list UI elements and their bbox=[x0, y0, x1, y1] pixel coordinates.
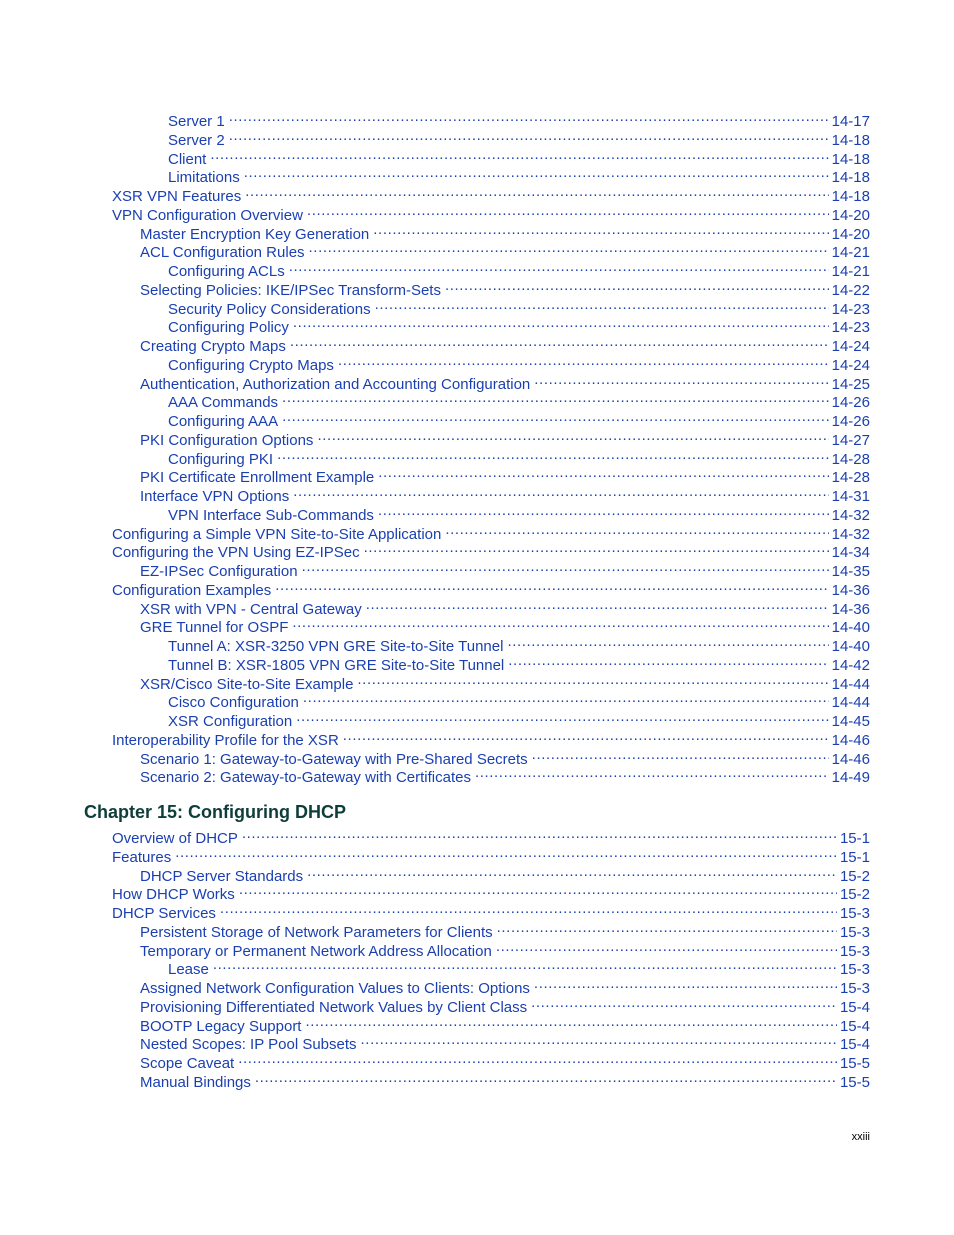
toc-entry-page: 14-23 bbox=[831, 300, 870, 318]
toc-entry-page: 14-24 bbox=[831, 338, 870, 355]
toc-entry-title: PKI Certificate Enrollment Example bbox=[140, 469, 375, 487]
toc-entry-title: Configuring AAA bbox=[168, 413, 279, 430]
toc-entry-page: 14-42 bbox=[831, 656, 870, 674]
dot-leader bbox=[282, 407, 829, 426]
dot-leader bbox=[296, 707, 828, 726]
toc-entry[interactable] bbox=[140, 937, 870, 960]
toc-entry-title: XSR with VPN - Central Gateway bbox=[140, 600, 362, 618]
toc-entry[interactable] bbox=[140, 918, 870, 941]
toc-entry-page: 14-46 bbox=[831, 750, 870, 768]
toc-entry[interactable] bbox=[168, 688, 870, 712]
toc-entry-page: 14-45 bbox=[831, 713, 870, 730]
toc-entry[interactable] bbox=[112, 843, 870, 866]
toc-entry-page: 15-3 bbox=[839, 942, 870, 960]
toc-entry-page: 14-27 bbox=[831, 431, 870, 449]
toc-entry[interactable] bbox=[140, 745, 870, 768]
toc-entry-page: 14-36 bbox=[831, 581, 870, 599]
toc-entry-title: PKI Configuration Options bbox=[140, 431, 314, 449]
dot-leader bbox=[338, 351, 829, 370]
toc-entry[interactable] bbox=[112, 726, 870, 749]
toc-entry-title: ACL Configuration Rules bbox=[140, 244, 305, 262]
toc-entry-page: 14-20 bbox=[831, 206, 870, 224]
toc-entry-page: 14-18 bbox=[831, 131, 870, 149]
dot-leader bbox=[229, 126, 829, 145]
toc-entry-title: Configuring PKI bbox=[168, 450, 274, 468]
toc-entry-title: Master Encryption Key Generation bbox=[140, 225, 370, 243]
toc-entry-page: 14-28 bbox=[831, 469, 870, 487]
dot-leader bbox=[343, 726, 829, 745]
toc-entry[interactable] bbox=[168, 163, 870, 187]
toc-entry-page: 14-21 bbox=[831, 263, 870, 280]
toc-entry-title: Tunnel B: XSR-1805 VPN GRE Site-to-Site Tunnel bbox=[168, 656, 505, 674]
dot-leader bbox=[445, 276, 829, 295]
toc-entry-title: Configuring a Simple VPN Site-to-Site Application bbox=[112, 525, 442, 543]
toc-entry[interactable] bbox=[112, 880, 870, 904]
toc-entry-title: Overview of DHCP bbox=[112, 830, 238, 847]
toc-entry-title: Security Policy Considerations bbox=[168, 300, 371, 318]
toc-entry-page: 14-44 bbox=[831, 694, 870, 712]
chapter-15-heading: Chapter 15: Configuring DHCP bbox=[84, 802, 347, 822]
dot-leader bbox=[305, 1012, 836, 1031]
toc-entry-title: Interoperability Profile for the XSR bbox=[112, 731, 339, 749]
toc-entry-title: Configuring ACLs bbox=[168, 263, 285, 280]
toc-entry-title: Tunnel A: XSR-3250 VPN GRE Site-to-Site Tunnel bbox=[168, 638, 504, 655]
toc-entry[interactable] bbox=[168, 407, 870, 430]
toc-entry-page: 15-2 bbox=[839, 886, 870, 904]
dot-leader bbox=[378, 501, 829, 520]
toc-entry-title: Scenario 2: Gateway-to-Gateway with Certificates bbox=[140, 769, 471, 787]
toc-entry-page: 14-26 bbox=[831, 394, 870, 412]
toc-entry-title: XSR Configuration bbox=[168, 713, 293, 730]
toc-entry-page: 14-18 bbox=[831, 150, 870, 168]
toc-entry[interactable] bbox=[140, 613, 870, 637]
dot-leader bbox=[244, 163, 829, 182]
dot-leader bbox=[302, 557, 829, 576]
toc-entry-page: 14-34 bbox=[831, 544, 870, 562]
toc-entry[interactable] bbox=[112, 520, 870, 543]
toc-entry-title: Server 1 bbox=[168, 113, 225, 130]
toc-entry-page: 14-18 bbox=[831, 188, 870, 205]
toc-entry-page: 14-40 bbox=[831, 638, 870, 655]
toc-entry-title: Lease bbox=[168, 961, 209, 979]
toc-entry-page: 14-28 bbox=[831, 450, 870, 468]
toc-entry-title: GRE Tunnel for OSPF bbox=[140, 619, 289, 637]
toc-entry[interactable] bbox=[168, 707, 870, 730]
toc-entry-page: 15-2 bbox=[839, 867, 870, 885]
dot-leader bbox=[307, 862, 837, 881]
dot-leader bbox=[309, 238, 829, 257]
toc-entry-page: 15-5 bbox=[839, 1055, 870, 1072]
dot-leader bbox=[366, 595, 829, 614]
toc-entry-page: 14-40 bbox=[831, 619, 870, 637]
toc-entry[interactable] bbox=[168, 107, 870, 130]
toc-entry-page: 14-35 bbox=[831, 563, 870, 580]
toc-entry[interactable] bbox=[168, 313, 870, 337]
toc-entry[interactable] bbox=[168, 388, 870, 412]
toc-entry-title: BOOTP Legacy Support bbox=[140, 1017, 302, 1035]
dot-leader bbox=[289, 257, 829, 276]
dot-leader bbox=[531, 993, 837, 1012]
toc-entry[interactable] bbox=[140, 974, 870, 997]
page-number: xxiii bbox=[851, 1131, 870, 1143]
toc-entry[interactable] bbox=[168, 501, 870, 524]
toc-entry-title: VPN Interface Sub-Commands bbox=[168, 506, 374, 524]
dot-leader bbox=[317, 426, 828, 445]
toc-entry-title: DHCP Services bbox=[112, 905, 216, 922]
toc-entry-title: XSR/Cisco Site-to-Site Example bbox=[140, 675, 354, 693]
dot-leader bbox=[496, 937, 837, 956]
toc-entry[interactable] bbox=[140, 862, 870, 885]
toc-entry-page: 14-32 bbox=[831, 525, 870, 543]
toc-entry-title: Configuration Examples bbox=[112, 581, 272, 599]
toc-entry-title: Server 2 bbox=[168, 131, 225, 149]
toc-entry-title: Authentication, Authorization and Accounting Configuration bbox=[140, 375, 531, 393]
toc-entry-title: Features bbox=[112, 848, 172, 866]
dot-leader bbox=[175, 843, 837, 862]
toc-entry-page: 14-23 bbox=[831, 319, 870, 337]
toc-entry-page: 14-21 bbox=[831, 244, 870, 262]
toc-entry[interactable] bbox=[140, 595, 870, 618]
toc-entry-title: How DHCP Works bbox=[112, 886, 235, 904]
toc-entry[interactable] bbox=[140, 1012, 870, 1035]
toc-entry-page: 15-4 bbox=[839, 1036, 870, 1054]
dot-leader bbox=[239, 880, 837, 899]
dot-leader bbox=[307, 201, 829, 220]
dot-leader bbox=[445, 520, 828, 539]
toc-entry-title: Nested Scopes: IP Pool Subsets bbox=[140, 1036, 357, 1054]
dot-leader bbox=[293, 482, 828, 501]
dot-leader bbox=[213, 955, 837, 974]
toc-entry-title: Persistent Storage of Network Parameters for Clients bbox=[140, 923, 493, 941]
toc-entry-page: 14-31 bbox=[831, 488, 870, 505]
toc-entry[interactable] bbox=[140, 993, 870, 1016]
toc-entry[interactable] bbox=[112, 182, 870, 205]
toc-entry-title: Assigned Network Configuration Values to Clients: Options bbox=[140, 980, 530, 997]
dot-leader bbox=[361, 1030, 837, 1049]
dot-leader bbox=[507, 632, 828, 651]
toc-entry-title: Configuring Policy bbox=[168, 319, 289, 337]
dot-leader bbox=[357, 670, 828, 689]
toc-entry-title: Configuring the VPN Using EZ-IPSec bbox=[112, 544, 360, 562]
toc-entry[interactable] bbox=[112, 824, 870, 847]
toc-entry-title: Temporary or Permanent Network Address Allocation bbox=[140, 942, 492, 960]
toc-entry-page: 14-18 bbox=[831, 169, 870, 187]
toc-entry-page: 14-32 bbox=[831, 506, 870, 524]
toc-entry-title: Creating Crypto Maps bbox=[140, 338, 286, 355]
toc-entry-page: 14-22 bbox=[831, 281, 870, 299]
toc-entry-page: 14-36 bbox=[831, 600, 870, 618]
toc-entry-page: 15-3 bbox=[839, 961, 870, 979]
dot-leader bbox=[508, 651, 828, 670]
toc-entry-page: 14-46 bbox=[831, 731, 870, 749]
toc-entry[interactable] bbox=[112, 201, 870, 224]
toc-entry[interactable] bbox=[140, 332, 870, 355]
toc-entry[interactable] bbox=[140, 1068, 870, 1091]
toc-entry[interactable] bbox=[168, 351, 870, 374]
dot-leader bbox=[534, 370, 828, 389]
toc-entry-title: Client bbox=[168, 150, 207, 168]
toc-entry[interactable] bbox=[140, 276, 870, 299]
dot-leader bbox=[497, 918, 837, 937]
toc-entry-title: Scope Caveat bbox=[140, 1055, 235, 1072]
toc-entry-title: Interface VPN Options bbox=[140, 488, 290, 505]
dot-leader bbox=[364, 538, 829, 557]
toc-entry-title: Limitations bbox=[168, 169, 240, 187]
toc-entry[interactable] bbox=[140, 763, 870, 787]
dot-leader bbox=[220, 899, 837, 918]
dot-leader bbox=[229, 107, 829, 126]
toc-entry-page: 14-26 bbox=[831, 413, 870, 430]
toc-entry-page: 15-3 bbox=[839, 923, 870, 941]
dot-leader bbox=[303, 688, 829, 707]
toc-entry[interactable] bbox=[140, 482, 870, 505]
toc-entry-page: 14-20 bbox=[831, 225, 870, 243]
toc-entry[interactable] bbox=[140, 370, 870, 393]
toc-entry[interactable] bbox=[168, 257, 870, 280]
dot-leader bbox=[375, 295, 829, 314]
toc-entry-title: Configuring Crypto Maps bbox=[168, 356, 334, 374]
dot-leader bbox=[242, 824, 837, 843]
dot-leader bbox=[245, 182, 828, 201]
toc-entry-page: 15-3 bbox=[839, 905, 870, 922]
toc-entry-page: 15-5 bbox=[839, 1073, 870, 1091]
toc-entry-title: Scenario 1: Gateway-to-Gateway with Pre-Shared Secrets bbox=[140, 750, 528, 768]
toc-entry[interactable] bbox=[168, 295, 870, 318]
toc-entry[interactable] bbox=[140, 670, 870, 693]
toc-entry-title: Selecting Policies: IKE/IPSec Transform-Sets bbox=[140, 281, 441, 299]
toc-entry[interactable] bbox=[168, 145, 870, 168]
toc-entry-page: 15-4 bbox=[839, 998, 870, 1016]
dot-leader bbox=[378, 463, 828, 482]
toc-entry-page: 14-17 bbox=[831, 113, 870, 130]
dot-leader bbox=[282, 388, 829, 407]
toc-entry[interactable] bbox=[112, 538, 870, 562]
toc-entry-page: 15-3 bbox=[839, 980, 870, 997]
toc-entry[interactable] bbox=[140, 1049, 870, 1072]
dot-leader bbox=[532, 745, 829, 764]
toc-entry-title: VPN Configuration Overview bbox=[112, 206, 303, 224]
toc-entry-title: EZ-IPSec Configuration bbox=[140, 563, 298, 580]
dot-leader bbox=[373, 220, 828, 239]
dot-leader bbox=[292, 613, 828, 632]
toc-entry-title: Cisco Configuration bbox=[168, 694, 299, 712]
dot-leader bbox=[293, 313, 829, 332]
dot-leader bbox=[290, 332, 829, 351]
toc-entry[interactable] bbox=[140, 220, 870, 243]
toc-entry[interactable] bbox=[140, 557, 870, 580]
dot-leader bbox=[255, 1068, 837, 1087]
toc-entry[interactable] bbox=[168, 651, 870, 674]
toc-entry-page: 14-49 bbox=[831, 769, 870, 787]
toc-entry[interactable] bbox=[168, 445, 870, 468]
dot-leader bbox=[238, 1049, 837, 1068]
toc-entry[interactable] bbox=[140, 238, 870, 262]
toc-entry[interactable] bbox=[112, 576, 870, 599]
dot-leader bbox=[534, 974, 837, 993]
toc-entry[interactable] bbox=[140, 463, 870, 487]
toc-entry[interactable] bbox=[112, 899, 870, 922]
toc-entry-page: 15-1 bbox=[839, 848, 870, 866]
toc-entry-page: 15-1 bbox=[839, 830, 870, 847]
toc-entry-page: 14-44 bbox=[831, 675, 870, 693]
toc-entry[interactable] bbox=[168, 126, 870, 149]
toc-entry-title: Manual Bindings bbox=[140, 1073, 251, 1091]
toc-entry-title: XSR VPN Features bbox=[112, 188, 242, 205]
toc-entry-page: 14-25 bbox=[831, 375, 870, 393]
toc-entry-title: DHCP Server Standards bbox=[140, 867, 304, 885]
toc-entry-page: 14-24 bbox=[831, 356, 870, 374]
toc-entry-page: 15-4 bbox=[839, 1017, 870, 1035]
toc-entry[interactable] bbox=[168, 955, 870, 979]
dot-leader bbox=[275, 576, 828, 595]
toc-entry-title: AAA Commands bbox=[168, 394, 279, 412]
dot-leader bbox=[277, 445, 829, 464]
dot-leader bbox=[210, 145, 828, 164]
toc-entry[interactable] bbox=[140, 426, 870, 449]
toc-entry[interactable] bbox=[168, 632, 870, 655]
toc-entry-title: Provisioning Differentiated Network Values by Client Class bbox=[140, 998, 528, 1016]
dot-leader bbox=[475, 763, 829, 782]
toc-entry[interactable] bbox=[140, 1030, 870, 1054]
